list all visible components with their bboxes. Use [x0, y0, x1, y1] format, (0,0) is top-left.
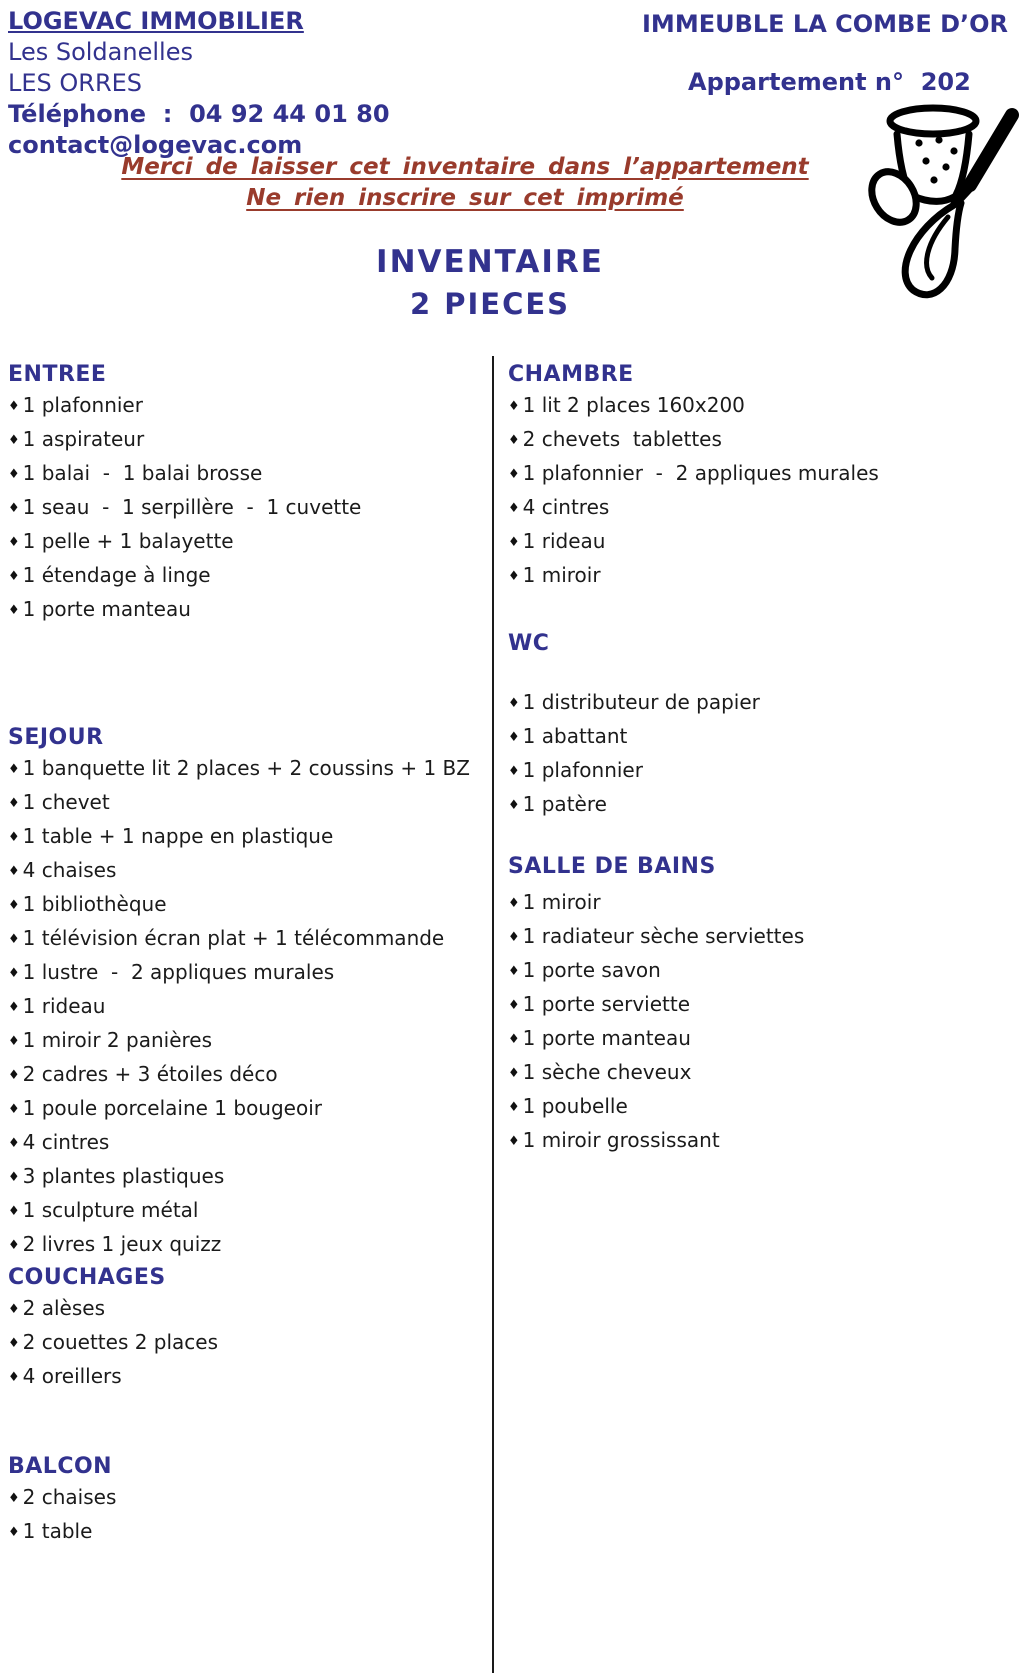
section-sejour	[8, 723, 488, 1263]
item-text: 1 seau - 1 serpillère - 1 cuvette	[22, 495, 362, 519]
inventory-item	[8, 390, 488, 424]
item-text: 4 oreillers	[22, 1364, 122, 1388]
diamond-bullet-icon: ♦	[508, 764, 520, 779]
inventory-item	[508, 789, 1013, 823]
item-text: 2 couettes 2 places	[22, 1330, 219, 1354]
item-text: 2 livres 1 jeux quizz	[22, 1232, 222, 1256]
section-heading: CHAMBRE	[508, 362, 634, 387]
inventory-item	[8, 492, 488, 526]
section-entree	[8, 360, 488, 628]
diamond-bullet-icon: ♦	[8, 467, 20, 482]
item-text: 1 distributeur de papier	[522, 690, 760, 714]
item-text: 1 porte manteau	[22, 597, 191, 621]
diamond-bullet-icon: ♦	[8, 966, 20, 981]
diamond-bullet-icon: ♦	[508, 998, 520, 1013]
diamond-bullet-icon: ♦	[508, 798, 520, 813]
inventory-item	[508, 458, 1013, 492]
section-balcon	[8, 1452, 488, 1550]
item-text: 1 table	[22, 1519, 93, 1543]
inventory-item	[8, 424, 488, 458]
inventory-item	[508, 687, 1013, 721]
item-text: 3 plantes plastiques	[22, 1164, 225, 1188]
item-text: 1 télévision écran plat + 1 télécommande	[22, 926, 445, 950]
item-text: 1 sèche cheveux	[522, 1060, 692, 1084]
section-couchages	[8, 1263, 488, 1395]
item-text: 4 chaises	[22, 858, 117, 882]
section-chambre	[508, 360, 1013, 594]
inventory-item	[8, 1161, 488, 1195]
section-heading: WC	[508, 631, 550, 656]
inventory-item	[8, 1195, 488, 1229]
inventory-item	[508, 1091, 1013, 1125]
item-text: 1 rideau	[22, 994, 106, 1018]
inventory-item	[508, 1023, 1013, 1057]
diamond-bullet-icon: ♦	[508, 1100, 520, 1115]
item-text: 1 miroir grossissant	[522, 1128, 720, 1152]
diamond-bullet-icon: ♦	[8, 501, 20, 516]
diamond-bullet-icon: ♦	[508, 696, 520, 711]
item-text: 1 chevet	[22, 790, 110, 814]
item-text: 1 porte savon	[522, 958, 661, 982]
company-name: LOGEVAC IMMOBILIER	[8, 7, 304, 35]
column-divider-line	[492, 356, 494, 1673]
diamond-bullet-icon: ♦	[508, 501, 520, 516]
diamond-bullet-icon: ♦	[8, 433, 20, 448]
item-text: 1 table + 1 nappe en plastique	[22, 824, 334, 848]
inventory-item	[508, 560, 1013, 594]
inventory-item	[508, 390, 1013, 424]
diamond-bullet-icon: ♦	[8, 796, 20, 811]
inventory-item	[508, 526, 1013, 560]
item-text: 1 miroir	[522, 890, 601, 914]
item-text: 1 patère	[522, 792, 607, 816]
inventory-item	[8, 458, 488, 492]
diamond-bullet-icon: ♦	[8, 1204, 20, 1219]
section-heading: COUCHAGES	[8, 1265, 166, 1290]
diamond-bullet-icon: ♦	[508, 896, 520, 911]
section-heading: SALLE DE BAINS	[508, 854, 716, 879]
item-text: 1 aspirateur	[22, 427, 145, 451]
building-name: IMMEUBLE LA COMBE D’OR	[642, 10, 1008, 38]
diamond-bullet-icon: ♦	[508, 399, 520, 414]
item-text: 1 lustre - 2 appliques murales	[22, 960, 335, 984]
inventory-item	[8, 957, 488, 991]
inventory-item	[8, 787, 488, 821]
inventory-item	[508, 1125, 1013, 1159]
diamond-bullet-icon: ♦	[8, 1170, 20, 1185]
item-text: 1 sculpture métal	[22, 1198, 199, 1222]
inventory-item	[508, 1057, 1013, 1091]
diamond-bullet-icon: ♦	[8, 535, 20, 550]
item-text: 1 poubelle	[522, 1094, 628, 1118]
item-text: 1 miroir	[522, 563, 601, 587]
item-text: 1 plafonnier - 2 appliques murales	[522, 461, 879, 485]
diamond-bullet-icon: ♦	[8, 864, 20, 879]
diamond-bullet-icon: ♦	[8, 1136, 20, 1151]
diamond-bullet-icon: ♦	[8, 1302, 20, 1317]
item-text: 1 porte serviette	[522, 992, 691, 1016]
diamond-bullet-icon: ♦	[508, 535, 520, 550]
diamond-bullet-icon: ♦	[8, 898, 20, 913]
item-text: 1 bibliothèque	[22, 892, 167, 916]
inventory-item	[508, 887, 1013, 921]
inventory-item	[8, 1293, 488, 1327]
notice-block	[0, 152, 930, 214]
item-text: 4 cintres	[22, 1130, 110, 1154]
diamond-bullet-icon: ♦	[508, 964, 520, 979]
diamond-bullet-icon: ♦	[508, 1032, 520, 1047]
section-item-list	[508, 687, 1013, 823]
inventory-item	[508, 921, 1013, 955]
inventory-item	[8, 560, 488, 594]
notice-line-1: Merci de laisser cet inventaire dans l’appartement	[121, 154, 809, 180]
email-address: contact@logevac.com	[8, 131, 303, 159]
diamond-bullet-icon: ♦	[508, 730, 520, 745]
diamond-bullet-icon: ♦	[8, 569, 20, 584]
inventory-item	[8, 1361, 488, 1395]
section-item-list	[508, 390, 1013, 594]
inventory-item	[8, 1229, 488, 1263]
item-text: 1 balai - 1 balai brosse	[22, 461, 263, 485]
item-text: 1 étendage à linge	[22, 563, 211, 587]
section-item-list	[8, 1293, 488, 1395]
title-block	[0, 240, 980, 324]
item-text: 2 alèses	[22, 1296, 105, 1320]
item-text: 2 cadres + 3 étoiles déco	[22, 1062, 278, 1086]
diamond-bullet-icon: ♦	[508, 433, 520, 448]
inventory-item	[8, 889, 488, 923]
column-right	[508, 360, 1013, 1159]
diamond-bullet-icon: ♦	[8, 603, 20, 618]
inventory-item	[8, 526, 488, 560]
inventory-item	[8, 1327, 488, 1361]
inventory-item	[8, 991, 488, 1025]
inventory-item	[8, 1516, 488, 1550]
diamond-bullet-icon: ♦	[508, 1066, 520, 1081]
item-text: 1 plafonnier	[522, 758, 643, 782]
inventory-item	[8, 855, 488, 889]
section-item-list	[8, 1482, 488, 1550]
inventory-item	[508, 755, 1013, 789]
item-text: 1 banquette lit 2 places + 2 coussins + 1 BZ	[22, 756, 470, 780]
item-text: 1 miroir 2 panières	[22, 1028, 213, 1052]
diamond-bullet-icon: ♦	[508, 467, 520, 482]
section-item-list	[8, 753, 488, 1263]
item-text: 1 pelle + 1 balayette	[22, 529, 234, 553]
inventory-item	[8, 923, 488, 957]
item-text: 1 poule porcelaine 1 bougeoir	[22, 1096, 322, 1120]
inventory-item	[508, 721, 1013, 755]
inventory-item	[508, 492, 1013, 526]
phone-line: Téléphone : 04 92 44 01 80	[8, 100, 390, 128]
diamond-bullet-icon: ♦	[8, 1102, 20, 1117]
diamond-bullet-icon: ♦	[8, 1525, 20, 1540]
section-item-list	[508, 887, 1013, 1159]
diamond-bullet-icon: ♦	[508, 1134, 520, 1149]
diamond-bullet-icon: ♦	[8, 932, 20, 947]
inventory-item	[8, 1025, 488, 1059]
inventory-item	[8, 1127, 488, 1161]
residence-name: Les Soldanelles	[8, 38, 193, 66]
diamond-bullet-icon: ♦	[8, 762, 20, 777]
item-text: 1 radiateur sèche serviettes	[522, 924, 805, 948]
inventory-item	[8, 753, 488, 787]
section-heading: ENTREE	[8, 362, 107, 387]
column-left	[8, 360, 488, 1550]
item-text: 1 porte manteau	[522, 1026, 691, 1050]
section-item-list	[8, 390, 488, 628]
inventory-item	[8, 1093, 488, 1127]
agency-header	[8, 6, 390, 161]
diamond-bullet-icon: ♦	[508, 930, 520, 945]
inventory-item	[508, 989, 1013, 1023]
item-text: 1 rideau	[522, 529, 606, 553]
diamond-bullet-icon: ♦	[8, 1000, 20, 1015]
item-text: 2 chevets tablettes	[522, 427, 722, 451]
inventory-item	[508, 955, 1013, 989]
city-name: LES ORRES	[8, 69, 143, 97]
item-text: 1 plafonnier	[22, 393, 143, 417]
apartment-number: Appartement n° 202	[688, 68, 971, 96]
inventory-item	[8, 821, 488, 855]
inventory-item	[508, 424, 1013, 458]
diamond-bullet-icon: ♦	[8, 830, 20, 845]
item-text: 1 abattant	[522, 724, 628, 748]
section-salle-de-bains	[508, 852, 1013, 1159]
diamond-bullet-icon: ♦	[508, 569, 520, 584]
notice-line-2: Ne rien inscrire sur cet imprimé	[246, 185, 684, 211]
item-text: 2 chaises	[22, 1485, 117, 1509]
inventory-item	[8, 1482, 488, 1516]
section-heading: BALCON	[8, 1454, 113, 1479]
inventory-item	[8, 594, 488, 628]
diamond-bullet-icon: ♦	[8, 1336, 20, 1351]
section-wc	[508, 629, 1013, 823]
diamond-bullet-icon: ♦	[8, 1068, 20, 1083]
document-title: INVENTAIRE	[376, 244, 604, 280]
diamond-bullet-icon: ♦	[8, 1491, 20, 1506]
inventory-item	[8, 1059, 488, 1093]
diamond-bullet-icon: ♦	[8, 399, 20, 414]
section-heading: SEJOUR	[8, 725, 104, 750]
diamond-bullet-icon: ♦	[8, 1238, 20, 1253]
item-text: 1 lit 2 places 160x200	[522, 393, 745, 417]
diamond-bullet-icon: ♦	[8, 1034, 20, 1049]
diamond-bullet-icon: ♦	[8, 1370, 20, 1385]
document-subtitle: 2 PIECES	[409, 287, 571, 321]
item-text: 4 cintres	[522, 495, 610, 519]
